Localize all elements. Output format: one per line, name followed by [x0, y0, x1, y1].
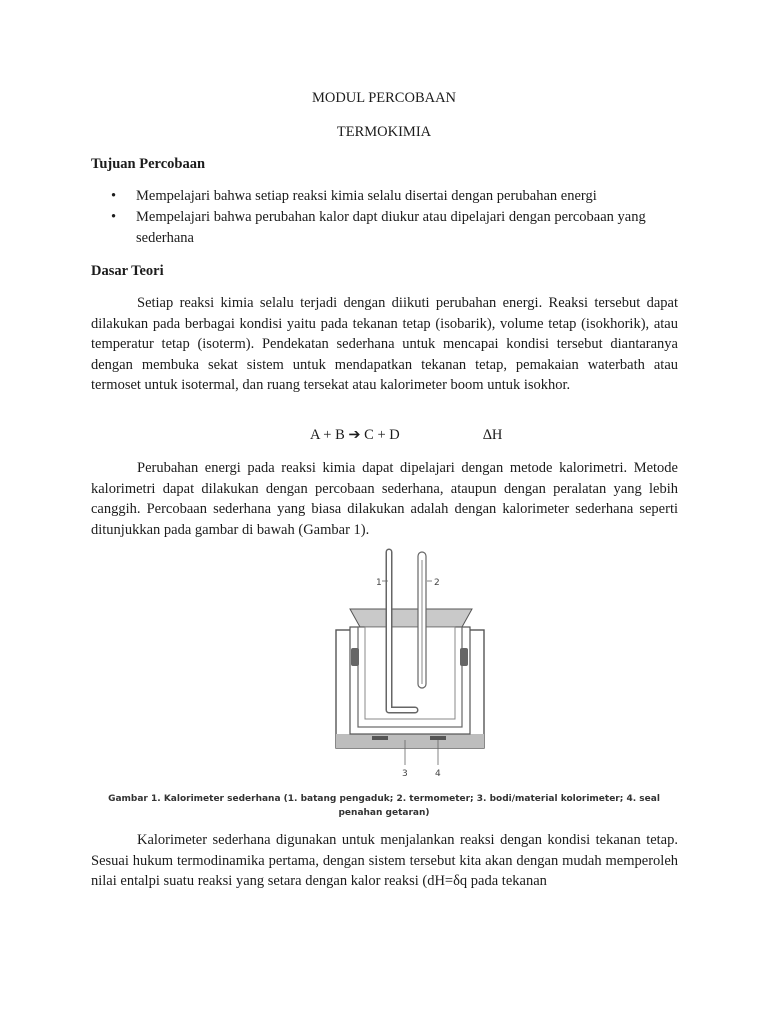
bullet-icon: •	[111, 188, 117, 204]
diagram-label-3: 3	[402, 769, 408, 779]
section-heading-tujuan: Tujuan Percobaan	[91, 156, 206, 172]
figure-caption: Gambar 1. Kalorimeter sederhana (1. batang pengaduk; 2. termometer; 3. bodi/material kolorimeter; 4. seal penahan getaran)	[108, 794, 660, 818]
paragraph-text: Setiap reaksi kimia selalu terjadi dengan diikuti perubahan energi. Reaksi tersebut dapat dilakukan pada berbagai kondisi yaitu pada tekanan tetap (isobarik), volume tetap (isokhorik), atau temperatur tetap (isoterm). Pendekatan sederhana untuk mencapai kondisi tersebut diantaranya dengan membuka sekat sistem untuk mendapatkan tekanan tetap, pemakaian waterbath atau termoset untuk isotermal, dan ruang tersekat atau kalorimeter boom untuk isokhor.	[91, 295, 678, 393]
paragraph-text: Kalorimeter sederhana digunakan untuk menjalankan reaksi dengan kondisi tekanan tetap. Sesuai hukum termodinamika pertama, dengan sistem tersebut kita akan dengan mudah memperoleh nilai entalpi suatu reaksi yang setara dengan kalor reaksi (dH=δq pada tekanan	[91, 832, 678, 889]
bottom-seal-left	[372, 736, 388, 740]
bullet-icon: •	[111, 209, 117, 225]
reaction-chamber	[365, 627, 455, 719]
calorimeter-diagram	[330, 540, 490, 785]
document-title: MODUL PERCOBAAN	[311, 90, 457, 106]
diagram-label-2: 2	[434, 578, 440, 588]
outer-container-base	[336, 734, 484, 748]
reaction-equation: A + B ➔ C + D	[310, 427, 400, 443]
list-item	[91, 186, 691, 207]
list-item	[91, 207, 691, 249]
side-seal-left	[351, 648, 359, 666]
list-item-text: Mempelajari bahwa setiap reaksi kimia selalu disertai dengan perubahan energi	[136, 188, 597, 204]
list-item-text: Mempelajari bahwa perubahan kalor dapt diukur atau dipelajari dengan percobaan yang sederhana	[136, 209, 646, 246]
diagram-label-4: 4	[435, 769, 441, 779]
enthalpy-symbol: ∆H	[483, 427, 503, 443]
paragraph	[91, 830, 678, 892]
bottom-seal-right	[430, 736, 446, 740]
lid	[350, 609, 472, 627]
paragraph	[91, 293, 678, 396]
paragraph-text: Perubahan energi pada reaksi kimia dapat dipelajari dengan metode kalorimetri. Metode kalorimetri dapat dilakukan dengan percobaan sederhana, ataupun dengan peralatan yang lebih canggih. Percobaan sederhana yang biasa dilakukan adalah dengan kalorimeter sederhana seperti ditunjukkan pada gambar di bawah (Gambar 1).	[91, 460, 678, 538]
diagram-label-1: 1	[376, 578, 382, 588]
paragraph	[91, 458, 678, 540]
section-heading-dasar-teori: Dasar Teori	[91, 263, 164, 279]
objectives-list	[91, 186, 691, 249]
document-subtitle: TERMOKIMIA	[336, 124, 432, 140]
side-seal-right	[460, 648, 468, 666]
